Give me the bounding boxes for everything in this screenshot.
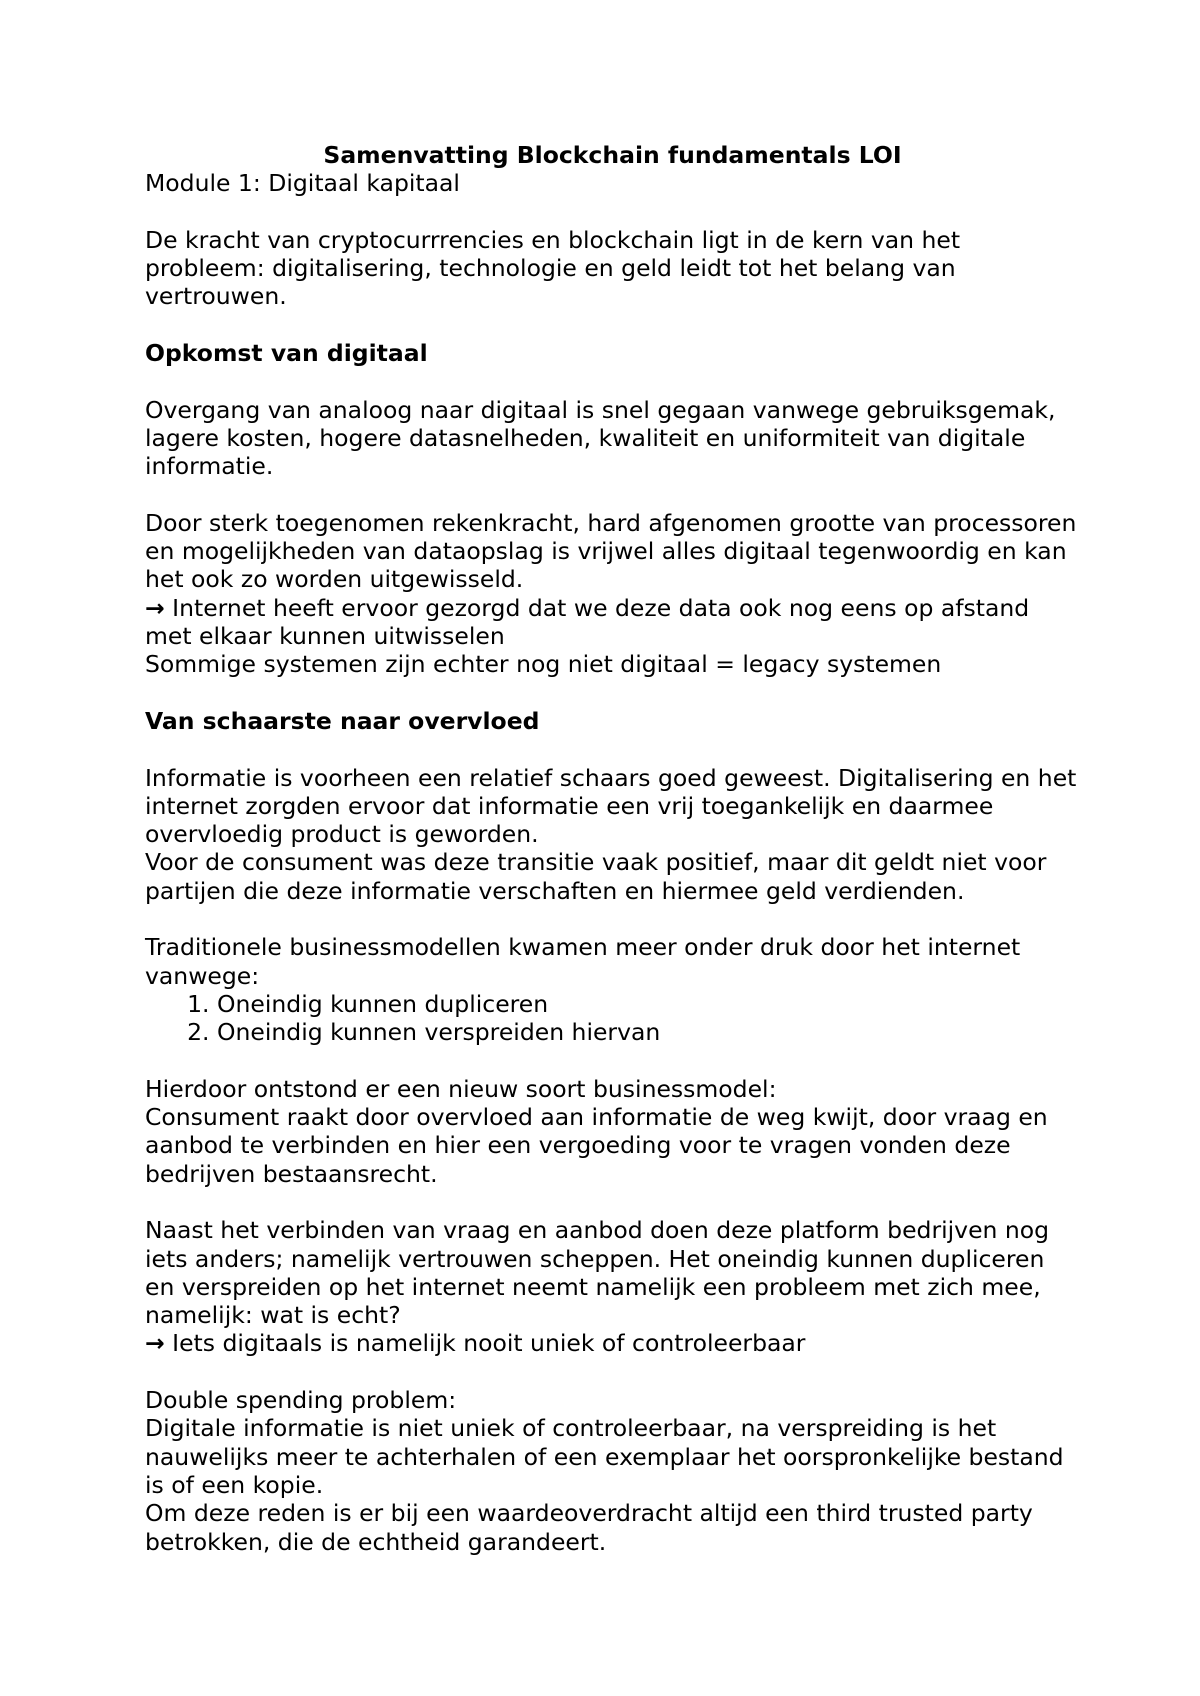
paragraph: Consument raakt door overvloed aan informatie de weg kwijt, door vraag en aanbod te verbinden en hier een vergoeding voor te vragen vonden deze bedrijven bestaansrecht. bbox=[145, 1103, 1048, 1188]
blank-line bbox=[145, 481, 1080, 509]
arrow-text: Iets digitaals is namelijk nooit uniek of controleerbaar bbox=[164, 1329, 806, 1358]
paragraph: Traditionele businessmodellen kwamen meer onder druk door het internet vanwege: bbox=[145, 933, 1021, 990]
module-title: Module 1: Digitaal kapitaal bbox=[145, 169, 460, 198]
paragraph: Overgang van analoog naar digitaal is snel gegaan vanwege gebruiksgemak, lagere kosten, hogere datasnelheden, kwaliteit en uniformiteit van digitale informatie. bbox=[145, 395, 1056, 481]
paragraph: Voor de consument was deze transitie vaak positief, maar dit geldt niet voor partijen die deze informatie verschaften en hiermee geld verdienden. bbox=[145, 848, 1047, 905]
blank-line bbox=[145, 1188, 1080, 1216]
arrow-text: Internet heeft ervoor gezorgd dat we deze data ook nog eens op afstand met elkaar kunnen uitwisselen bbox=[145, 593, 1030, 651]
blank-line bbox=[145, 1358, 1080, 1386]
blank-line bbox=[145, 311, 1080, 339]
document-page bbox=[145, 141, 1080, 1556]
paragraph: Door sterk toegenomen rekenkracht, hard afgenomen grootte van processoren en mogelijkheden van dataopslag is vrijwel alles digitaal tegenwoordig en kan het ook zo worden uitgewisseld. bbox=[145, 508, 1077, 594]
paragraph: Double spending problem: bbox=[145, 1386, 457, 1415]
arrow-paragraph bbox=[145, 594, 1080, 651]
arrow-icon: → bbox=[145, 1329, 165, 1358]
intro-paragraph: De kracht van cryptocurrrencies en blockchain ligt in de kern van het probleem: digitalisering, technologie en geld leidt tot het belang van vertrouwen. bbox=[145, 225, 961, 311]
document-title: Samenvatting Blockchain fundamentals LOI bbox=[323, 141, 902, 169]
paragraph: Om deze reden is er bij een waardeoverdracht altijd een third trusted party betrokken, die de echtheid garandeert. bbox=[145, 1499, 1033, 1556]
blank-line bbox=[145, 367, 1080, 395]
paragraph: Sommige systemen zijn echter nog niet digitaal = legacy systemen bbox=[145, 650, 942, 679]
blank-line bbox=[145, 735, 1080, 763]
section-heading-opkomst: Opkomst van digitaal bbox=[145, 339, 428, 368]
list-item: 2. Oneindig kunnen verspreiden hiervan bbox=[217, 1018, 1080, 1046]
list-item: 1. Oneindig kunnen dupliceren bbox=[217, 990, 1080, 1018]
arrow-icon: → bbox=[145, 593, 165, 622]
blank-line bbox=[145, 905, 1080, 933]
paragraph: Naast het verbinden van vraag en aanbod doen deze platform bedrijven nog iets anders; namelijk vertrouwen scheppen. Het oneindig kunnen dupliceren en verspreiden op het internet neemt namelijk een probleem met zich mee, namelijk: wat is echt? bbox=[145, 1216, 1050, 1330]
paragraph: Digitale informatie is niet uniek of controleerbaar, na verspreiding is het nauwelijks meer te achterhalen of een exemplaar het oorspronkelijke bestand is of een kopie. bbox=[145, 1414, 1064, 1499]
paragraph: Hierdoor ontstond er een nieuw soort businessmodel: bbox=[145, 1074, 777, 1103]
arrow-paragraph bbox=[145, 1329, 1080, 1357]
blank-line bbox=[145, 1047, 1080, 1075]
section-heading-schaarste: Van schaarste naar overvloed bbox=[145, 706, 540, 735]
blank-line bbox=[145, 679, 1080, 707]
blank-line bbox=[145, 198, 1080, 226]
paragraph: Informatie is voorheen een relatief schaars goed geweest. Digitalisering en het internet zorgden ervoor dat informatie een vrij toegankelijk en daarmee overvloedig product is geworden. bbox=[145, 763, 1077, 849]
numbered-list bbox=[145, 990, 1080, 1047]
